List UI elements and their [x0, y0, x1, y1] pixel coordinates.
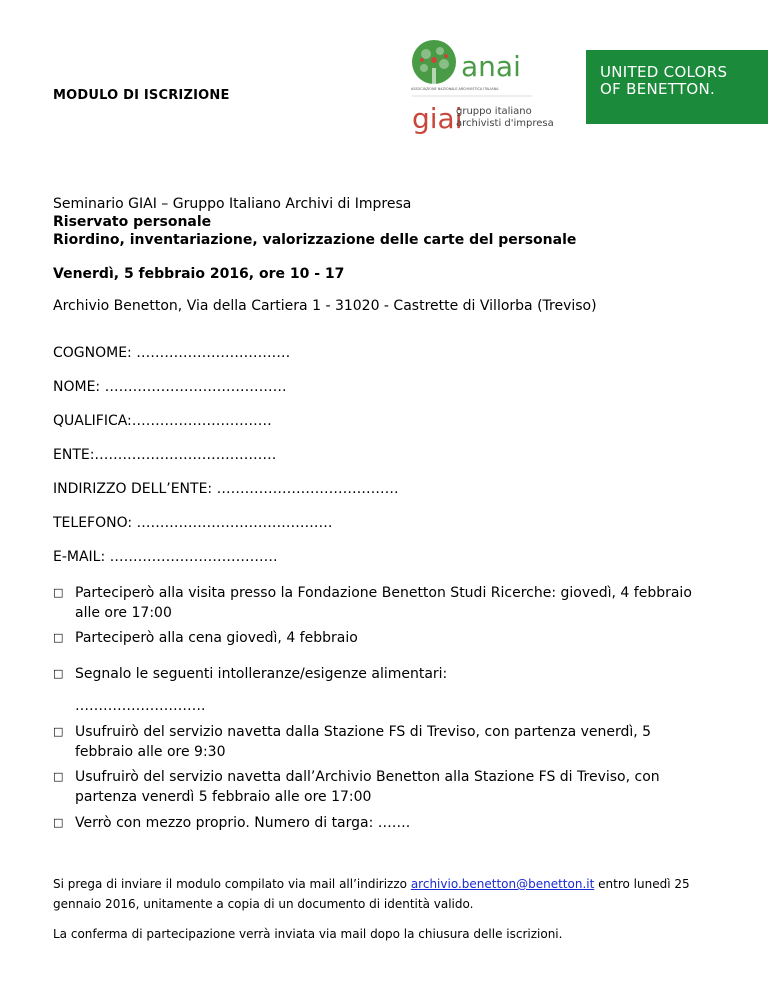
option-navetta-ritorno[interactable] — [53, 767, 703, 807]
option-navetta-ritorno-label: Usufruirò del servizio navetta dall’Archivio Benetton alla Stazione FS di Treviso, con partenza venerdì 5 febbraio alle ore 17:00 — [75, 769, 660, 805]
benetton-line1: UNITED COLORS — [600, 63, 728, 81]
submission-note — [53, 874, 713, 914]
field-indirizzo[interactable]: INDIRIZZO DELL’ENTE: ………………………………… — [53, 481, 399, 497]
option-visita-label: Parteciperò alla visita presso la Fondazione Benetton Studi Ricerche: giovedì, 4 febbraio alle ore 17:00 — [75, 585, 692, 621]
benetton-line2: OF BENETTON. — [600, 80, 716, 98]
event-location: Archivio Benetton, Via della Cartiera 1 - 31020 - Castrette di Villorba (Treviso) — [53, 298, 597, 314]
anai-wordmark: anai — [461, 50, 521, 83]
form-title: MODULO DI ISCRIZIONE — [53, 88, 230, 103]
option-mezzo-proprio-label: Verrò con mezzo proprio. Numero di targa: ……. — [75, 815, 411, 831]
option-intolleranze-label: Segnalo le seguenti intolleranze/esigenze alimentari: — [75, 666, 448, 682]
seminar-title: Seminario GIAI – Gruppo Italiano Archivi di Impresa — [53, 196, 412, 212]
option-visita[interactable] — [53, 583, 703, 623]
checkbox-icon[interactable]: □ — [53, 770, 64, 783]
option-navetta-andata[interactable] — [53, 722, 703, 762]
submission-note-after: entro lunedì 25 gennaio 2016, unitamente a copia di un documento di identità valido. — [53, 877, 690, 911]
option-intolleranze[interactable] — [53, 664, 703, 684]
checkbox-icon[interactable]: □ — [53, 725, 64, 738]
option-mezzo-proprio[interactable] — [53, 813, 703, 833]
field-nome[interactable]: NOME: ………………………………… — [53, 379, 287, 395]
checkbox-icon[interactable]: □ — [53, 586, 64, 599]
contact-email-link[interactable]: archivio.benetton@benetton.it — [410, 877, 595, 891]
anai-subtitle: ASSOCIAZIONE NAZIONALE ARCHIVISTICA ITALIANA — [411, 87, 499, 91]
field-email[interactable]: E-MAIL: ……………………………… — [53, 549, 278, 565]
field-qualifica[interactable]: QUALIFICA:………………………… — [53, 413, 272, 429]
giai-line2: archivisti d'impresa — [456, 118, 554, 129]
field-ente[interactable]: ENTE:………………………………… — [53, 447, 277, 463]
field-telefono[interactable]: TELEFONO: …………………………………… — [53, 515, 333, 531]
option-cena-label: Parteciperò alla cena giovedì, 4 febbraio — [75, 630, 358, 646]
checkbox-icon[interactable]: □ — [53, 667, 64, 680]
option-cena[interactable] — [53, 628, 703, 648]
giai-line1: gruppo italiano — [456, 106, 532, 117]
confirmation-note: La conferma di partecipazione verrà inviata via mail dopo la chiusura delle iscrizioni. — [53, 927, 563, 941]
benetton-logo — [586, 50, 768, 124]
seminar-subtitle-1: Riservato personale — [53, 214, 212, 230]
anai-giai-logo — [410, 38, 560, 136]
seminar-subtitle-2: Riordino, inventariazione, valorizzazione delle carte del personale — [53, 232, 577, 248]
checkbox-icon[interactable]: □ — [53, 631, 64, 644]
intolleranze-blank[interactable]: ………………………. — [75, 698, 206, 714]
giai-wordmark: giai — [412, 102, 463, 135]
checkbox-icon[interactable]: □ — [53, 816, 64, 829]
tree-icon — [410, 38, 560, 136]
submission-note-before: Si prega di inviare il modulo compilato via mail all’indirizzo — [53, 877, 411, 891]
event-date: Venerdì, 5 febbraio 2016, ore 10 - 17 — [53, 266, 345, 282]
option-navetta-andata-label: Usufruirò del servizio navetta dalla Stazione FS di Treviso, con partenza venerdì, 5 febbraio alle ore 9:30 — [75, 724, 652, 760]
field-cognome[interactable]: COGNOME: …………………………… — [53, 345, 291, 361]
